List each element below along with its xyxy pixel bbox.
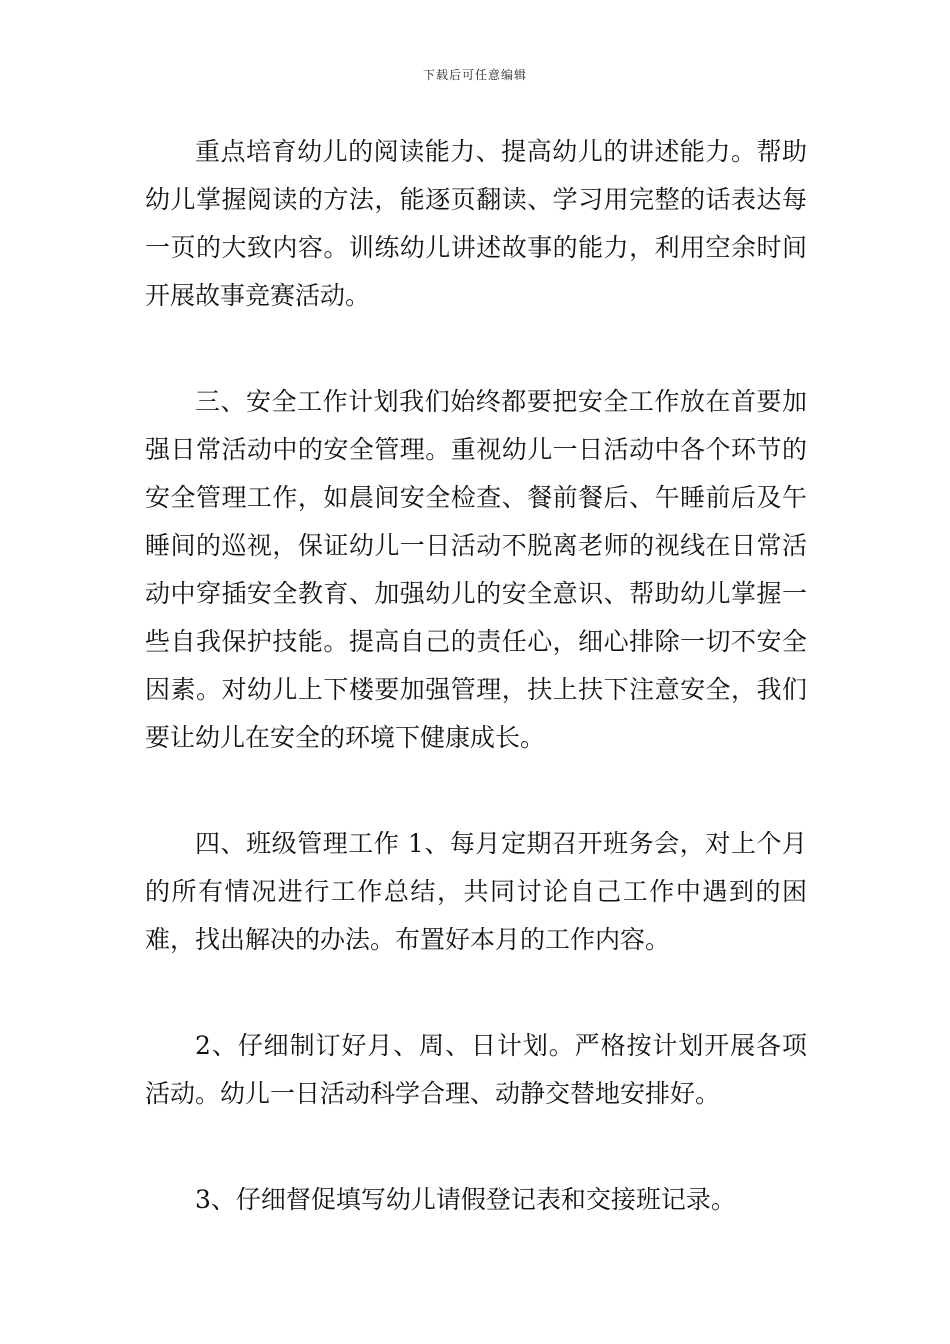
paragraph-reading-ability: 重点培育幼儿的阅读能力、提高幼儿的讲述能力。帮助幼儿掌握阅读的方法，能逐页翻读、学习用完整的话表达每一页的大致内容。训练幼儿讲述故事的能力，利用空余时间开展故事竞赛活动。: [145, 137, 807, 310]
paragraph-planning: 2、仔细制订好月、周、日计划。严格按计划开展各项活动。幼儿一日活动科学合理、动静交替地安排好。: [145, 1031, 807, 1108]
paragraph-class-management: 四、班级管理工作 1、每月定期召开班务会，对上个月的所有情况进行工作总结，共同讨论自己工作中遇到的困难，找出解决的办法。布置好本月的工作内容。: [145, 829, 807, 954]
page-header-note: 下载后可任意编辑: [422, 68, 527, 82]
paragraph-safety-plan: 三、安全工作计划我们始终都要把安全工作放在首要加强日常活动中的安全管理。重视幼儿一日活动中各个环节的安全管理工作，如晨间安全检查、餐前餐后、午睡前后及午睡间的巡视，保证幼儿一日活动不脱离老师的视线在日常活动中穿插安全教育、加强幼儿的安全意识、帮助幼儿掌握一些自我保护技能。提高自己的责任心，细心排除一切不安全因素。对幼儿上下楼要加强管理，扶上扶下注意安全，我们要让幼儿在安全的环境下健康成长。: [145, 387, 807, 752]
paragraph-records: 3、仔细督促填写幼儿请假登记表和交接班记录。: [195, 1185, 736, 1214]
document-body: [145, 128, 807, 1224]
